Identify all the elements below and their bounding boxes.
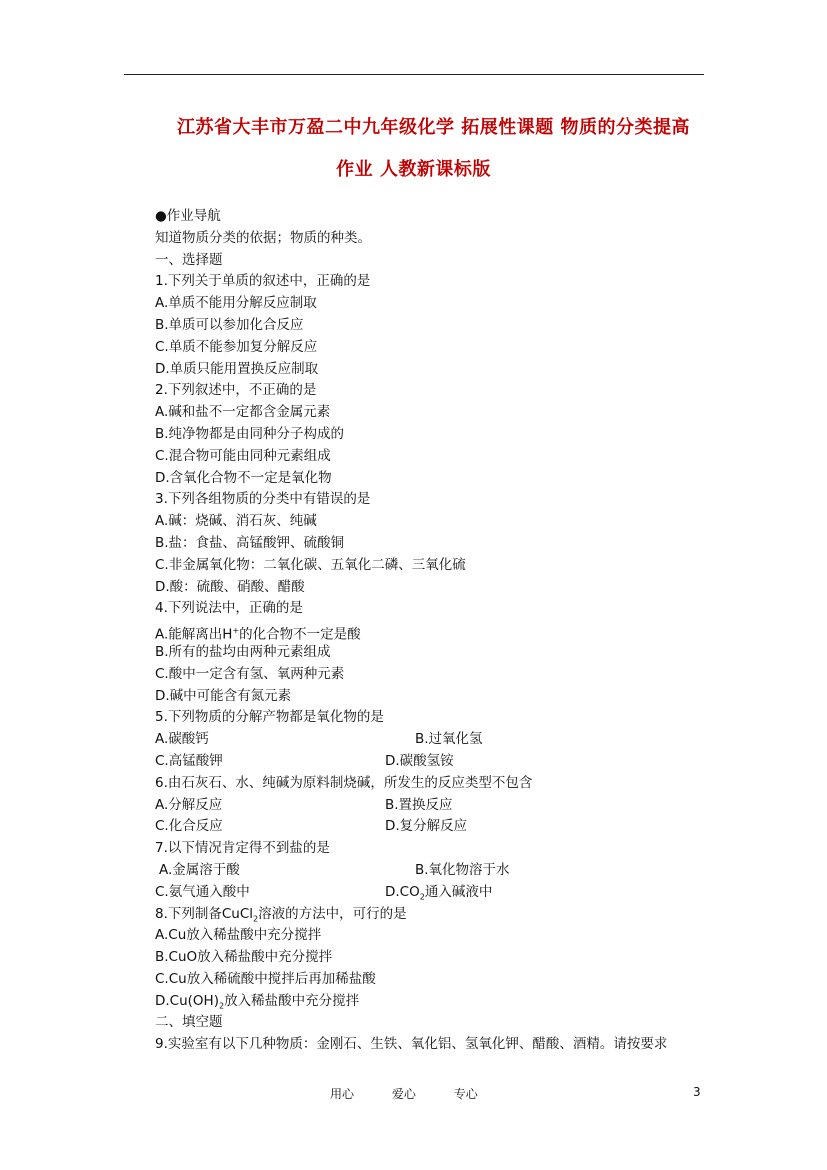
option: D.碱中可能含有氮元素 [155, 687, 292, 704]
text-fragment: 的化合物不一定是酸 [239, 626, 361, 643]
option-row [155, 795, 715, 817]
question: 5.下列物质的分解产物都是氧化物的是 [155, 709, 384, 726]
option: B.所有的盐均由两种元素组成 [155, 643, 331, 660]
option: B.纯净物都是由同种分子构成的 [155, 425, 345, 442]
option: B.氧化物溶于水 [415, 861, 510, 878]
option: C.化合反应 [155, 818, 223, 835]
subscript: 2 [253, 914, 259, 924]
subscript: 2 [218, 1001, 225, 1011]
option [155, 991, 715, 1013]
page-number: 3 [693, 1085, 701, 1099]
nav-text: 知道物质分类的依据；物质的种类。 [155, 229, 371, 246]
document-title-line2: 作业 人教新课标版 [336, 159, 491, 180]
question: 4.下列说法中，正确的是 [155, 600, 303, 617]
option: D.单质只能用置换反应制取 [155, 360, 319, 377]
text-fragment: 8.下列制备CuCl [155, 905, 254, 922]
text-fragment: 通入碱液中 [424, 883, 493, 900]
option: B.CuO放入稀盐酸中充分搅拌 [155, 949, 333, 966]
text-fragment: D.Cu(OH) [155, 992, 219, 1009]
option-row [155, 729, 715, 751]
question: 6.由石灰石、水、纯碱为原料制烧碱，所发生的反应类型不包含 [155, 774, 533, 791]
option: B.盐：食盐、高锰酸钾、硫酸铜 [155, 534, 345, 551]
option: C.酸中一定含有氢、氧两种元素 [155, 665, 345, 682]
option-row [155, 816, 715, 838]
document-body [155, 206, 715, 1056]
header-rule [124, 74, 704, 75]
text-fragment: 溶液的方法中，可行的是 [258, 905, 407, 922]
superscript: + [232, 626, 240, 636]
document-title-line1: 江苏省大丰市万盈二中九年级化学 拓展性课题 物质的分类提高 [176, 117, 691, 138]
nav-header: ●作业导航 [155, 208, 221, 224]
section-heading: 一、选择题 [155, 251, 223, 268]
option: D.含氧化合物不一定是氧化物 [155, 469, 332, 486]
option: A.分解反应 [155, 796, 223, 813]
option: B.过氧化氢 [415, 731, 483, 748]
option: A.Cu放入稀盐酸中充分搅拌 [155, 927, 322, 944]
option [385, 882, 492, 908]
option: D.碳酸氢铵 [385, 752, 454, 769]
option: A.碱：烧碱、消石灰、纯碱 [155, 513, 317, 530]
option-row [155, 860, 715, 882]
option: C.非金属氧化物：二氧化碳、五氧化二磷、三氧化硫 [155, 556, 466, 573]
text-fragment: D.CO [385, 883, 420, 900]
option: D.复分解反应 [385, 818, 468, 835]
footer-text: 爱心 [391, 1087, 416, 1101]
footer-text: 专心 [453, 1087, 478, 1101]
option: C.高锰酸钾 [155, 752, 223, 769]
option-row [155, 882, 715, 904]
option: C.氨气通入酸中 [155, 883, 250, 900]
option: A.碱和盐不一定都含金属元素 [155, 404, 331, 421]
subscript: 2 [419, 892, 425, 902]
footer-text: 用心 [330, 1087, 355, 1101]
question: 2.下列叙述中，不正确的是 [155, 382, 317, 399]
option: A.单质不能用分解反应制取 [155, 295, 317, 312]
option: B.置换反应 [385, 796, 453, 813]
section-heading: 二、填空题 [155, 1014, 223, 1031]
option-row [155, 751, 715, 773]
question: 3.下列各组物质的分类中有错误的是 [155, 491, 371, 508]
option: D.酸：硫酸、硝酸、醋酸 [155, 578, 305, 595]
option: A.金属溶于酸 [159, 861, 240, 878]
page-footer [330, 1085, 512, 1102]
option: A.碳酸钙 [155, 731, 209, 748]
option: C.Cu放入稀硫酸中搅拌后再加稀盐酸 [155, 970, 376, 987]
question: 7.以下情况肯定得不到盐的是 [155, 840, 330, 857]
question: 9.实验室有以下几种物质：金刚石、生铁、氧化铝、氢氧化钾、醋酸、酒精。请按要求 [155, 1036, 668, 1053]
option: B.单质可以参加化合反应 [155, 316, 304, 333]
option: C.混合物可能由同种元素组成 [155, 447, 331, 464]
text-fragment: A.能解离出H [155, 626, 233, 643]
option: C.单质不能参加复分解反应 [155, 338, 318, 355]
option [155, 620, 715, 642]
question: 1.下列关于单质的叙述中，正确的是 [155, 273, 371, 290]
text-fragment: 放入稀盐酸中充分搅拌 [224, 992, 360, 1009]
